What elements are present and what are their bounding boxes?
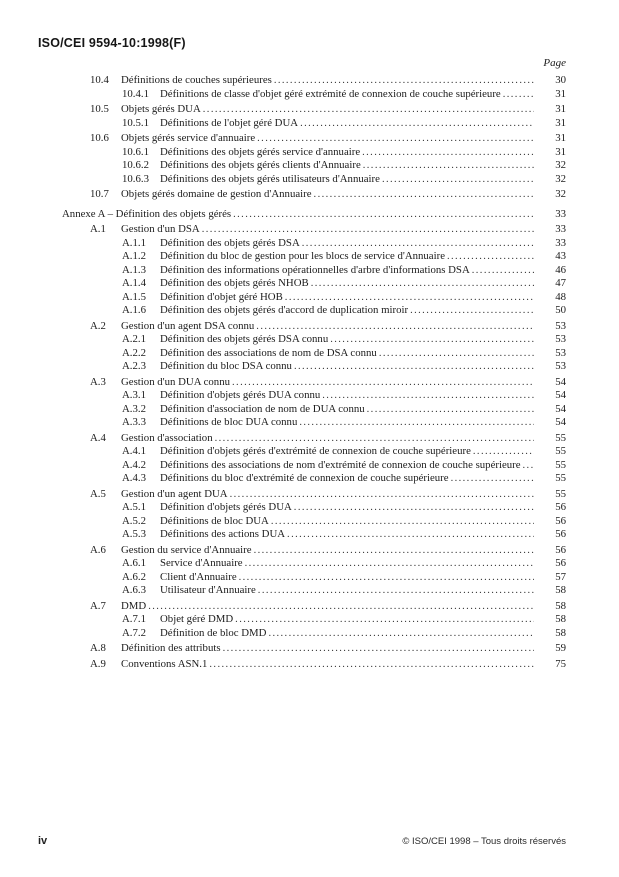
toc-entry-title: Définition des objets gérés DSA connu [160,333,329,345]
toc-dot-leader [258,584,534,598]
folio-page-number: iv [38,835,48,847]
toc-entry-page: 54 [555,389,566,401]
toc-entry-page: 53 [555,333,566,345]
toc-entry-number: A.3 [90,375,106,388]
toc-entry-page: 33 [555,207,566,220]
toc-dot-leader [148,600,534,614]
table-of-contents [38,74,566,671]
toc-entry[interactable] [38,557,566,571]
toc-dot-leader [274,74,534,88]
toc-entry-title: Service d'Annuaire [160,557,243,569]
toc-entry[interactable] [38,103,566,117]
toc-dot-leader [362,146,534,160]
toc-dot-leader [300,117,534,131]
toc-entry-page: 31 [555,145,566,158]
toc-entry-number: A.5 [90,487,106,500]
toc-entry-number: A.6.2 [122,570,146,583]
toc-entry-title: Gestion d'un agent DSA connu [121,319,255,332]
toc-entry-page: 59 [555,642,566,654]
toc-entry[interactable] [38,74,566,88]
toc-entry-page: 55 [555,487,566,500]
toc-entry-number: 10.5.1 [122,116,149,129]
toc-entry-title: Objets gérés DUA [121,103,201,115]
toc-entry-title: Objets gérés domaine de gestion d'Annuaire [121,188,312,200]
toc-dot-leader [268,627,534,641]
toc-dot-leader [294,360,534,374]
copyright-notice: © ISO/CEI 1998 – Tous droits réservés [402,836,566,847]
toc-dot-leader [209,658,534,672]
toc-entry[interactable] [38,658,566,672]
toc-entry[interactable] [38,416,566,430]
toc-entry-page: 47 [555,277,566,289]
toc-entry[interactable] [38,146,566,160]
toc-entry[interactable] [38,515,566,529]
toc-entry-number: 10.6 [90,132,109,144]
toc-entry-title: Définition des attributs [121,642,221,654]
toc-entry-page: 33 [555,223,566,235]
toc-entry[interactable] [38,277,566,291]
toc-entry-number: 10.5 [90,103,109,115]
toc-entry-title: Définitions de l'objet géré DUA [160,116,299,129]
toc-entry-title: Gestion d'un DSA [121,223,200,235]
toc-entry[interactable] [38,571,566,585]
toc-entry[interactable] [38,472,566,486]
toc-entry[interactable] [38,501,566,515]
toc-entry-number: A.9 [90,657,106,670]
toc-entry-title: Définitions de bloc DUA connu [160,416,298,428]
toc-entry-title: Gestion d'un DUA connu [121,375,231,388]
toc-entry-number: A.4.2 [122,458,146,471]
toc-entry-page: 57 [555,570,566,583]
toc-entry-page: 43 [555,250,566,262]
toc-entry[interactable] [38,264,566,278]
toc-entry[interactable] [38,347,566,361]
toc-entry[interactable] [38,188,566,202]
toc-entry-number: A.3.2 [122,402,146,415]
toc-entry-title: Définition d'objets gérés d'extrémité de connexion de couche supérieure [160,445,471,457]
toc-entry-number: A.1.5 [122,290,146,303]
toc-dot-leader [472,264,534,278]
toc-entry[interactable] [38,445,566,459]
toc-dot-leader [235,613,534,627]
toc-entry-number: A.5.3 [122,528,146,540]
toc-dot-leader [330,333,534,347]
document-reference-header: ISO/CEI 9594-10:1998(F) [38,36,186,50]
toc-entry-number: A.7 [90,599,106,612]
toc-entry-title: Définition d'objets gérés DUA connu [160,389,321,401]
toc-entry[interactable] [38,600,566,614]
toc-entry-number: A.2 [90,319,106,332]
toc-entry-title: Définitions des actions DUA [160,528,286,540]
toc-entry-number: A.3.1 [122,389,146,401]
toc-entry-number: A.4 [90,431,106,444]
toc-entry-page: 58 [555,613,566,625]
toc-dot-leader [287,528,534,542]
document-footer [38,835,566,847]
toc-entry-page: 55 [555,445,566,457]
toc-entry-title: Définition des associations de nom de DSA connu [160,346,377,359]
toc-dot-leader [233,208,534,222]
toc-entry-number: 10.6.3 [122,172,149,185]
toc-entry-page: 58 [555,626,566,639]
toc-dot-leader [299,416,534,430]
toc-dot-leader [294,501,534,515]
toc-dot-leader [245,557,534,571]
toc-entry-title: Définition du bloc DSA connu [160,360,292,372]
toc-entry-page: 54 [555,402,566,415]
toc-entry-title: Définitions des associations de nom d'extrémité de connexion de couche supérieure [160,458,521,471]
toc-entry-title: Définition d'association de nom de DUA connu [160,402,365,415]
toc-entry-page: 31 [555,132,566,144]
toc-entry-number: A.5.2 [122,514,146,527]
toc-entry-number: A.6 [90,543,106,556]
toc-dot-leader [215,432,534,446]
toc-entry-number: A.2.2 [122,346,146,359]
toc-entry[interactable] [38,360,566,374]
toc-entry-title: Utilisateur d'Annuaire [160,584,256,596]
toc-entry-page: 56 [555,501,566,513]
toc-entry[interactable] [38,208,566,222]
toc-entry-title: Gestion du service d'Annuaire [121,543,252,556]
toc-entry-number: A.1.2 [122,250,146,262]
toc-entry-number: A.1.4 [122,277,146,289]
toc-entry-number: A.6.1 [122,557,146,569]
toc-entry-page: 75 [555,657,566,670]
toc-entry-page: 54 [555,416,566,428]
toc-entry-page: 55 [555,431,566,444]
toc-entry[interactable] [38,389,566,403]
toc-entry-page: 55 [555,472,566,484]
toc-dot-leader [379,347,534,361]
toc-entry[interactable] [38,488,566,502]
toc-dot-leader [363,159,534,173]
toc-entry[interactable] [38,237,566,251]
toc-entry-title: Définitions du bloc d'extrémité de connexion de couche supérieure [160,472,449,484]
toc-dot-leader [382,173,534,187]
toc-entry-title: Définition d'objet géré HOB [160,290,283,303]
toc-entry-title: Définitions des objets gérés service d'annuaire [160,145,361,158]
toc-dot-leader [473,445,534,459]
toc-entry-page: 55 [555,458,566,471]
toc-entry-title: Définition des objets gérés DSA [160,236,300,249]
toc-entry-number: A.1.3 [122,263,146,276]
toc-entry-number: A.4.1 [122,445,146,457]
toc-entry[interactable] [38,459,566,473]
toc-entry-title: Définitions des objets gérés clients d'Annuaire [160,159,361,171]
toc-dot-leader [311,277,534,291]
toc-entry-title: Conventions ASN.1 [121,657,208,670]
toc-entry-page: 56 [555,514,566,527]
toc-entry-number: A.6.3 [122,584,146,596]
toc-entry-number: A.4.3 [122,472,146,484]
toc-entry[interactable] [38,291,566,305]
toc-entry-title: Client d'Annuaire [160,570,237,583]
toc-entry[interactable] [38,250,566,264]
toc-entry-page: 56 [555,528,566,540]
toc-entry-number: 10.7 [90,188,109,200]
toc-entry[interactable] [38,333,566,347]
toc-entry-number: A.7.2 [122,626,146,639]
toc-dot-leader [256,320,534,334]
toc-entry-page: 33 [555,236,566,249]
toc-entry-number: A.3.3 [122,416,146,428]
toc-entry[interactable] [38,117,566,131]
toc-entry-page: 32 [555,172,566,185]
toc-entry-title: Définition de bloc DMD [160,626,267,639]
toc-entry[interactable] [38,132,566,146]
toc-entry-title: Définitions de couches supérieures [121,74,272,86]
toc-entry-title: Gestion d'association [121,431,213,444]
toc-entry-number: A.8 [90,642,106,654]
toc-entry[interactable] [38,584,566,598]
toc-entry-title: Définition des objets gérés NHOB [160,277,309,289]
toc-entry[interactable] [38,528,566,542]
toc-entry-page: 50 [555,304,566,316]
toc-entry[interactable] [38,304,566,318]
toc-entry[interactable] [38,544,566,558]
toc-entry-title: Annexe A – Définition des objets gérés [62,207,232,220]
toc-entry-title: Définition du bloc de gestion pour les blocs de service d'Annuaire [160,250,445,262]
toc-entry-number: 10.6.2 [122,159,149,171]
toc-entry-page: 32 [555,159,566,171]
toc-dot-leader [202,223,534,237]
toc-entry-page: 56 [555,557,566,569]
toc-entry-title: Définitions des objets gérés utilisateurs d'Annuaire [160,172,380,185]
toc-dot-leader [523,459,534,473]
toc-entry-page: 56 [555,543,566,556]
toc-entry[interactable] [38,627,566,641]
toc-entry[interactable] [38,432,566,446]
toc-entry[interactable] [38,223,566,237]
toc-entry-number: A.7.1 [122,613,146,625]
toc-entry-page: 30 [555,74,566,86]
toc-dot-leader [322,389,534,403]
toc-entry[interactable] [38,320,566,334]
toc-dot-leader [239,571,534,585]
toc-dot-leader [257,132,534,146]
toc-dot-leader [302,237,534,251]
toc-entry-page: 32 [555,188,566,200]
toc-entry-title: Définition des objets gérés d'accord de duplication miroir [160,304,409,316]
toc-entry-page: 31 [555,87,566,100]
toc-entry-number: A.1 [90,223,106,235]
toc-dot-leader [447,250,534,264]
toc-dot-leader [285,291,534,305]
toc-entry-title: Gestion d'un agent DUA [121,487,228,500]
toc-dot-leader [451,472,534,486]
page-column-label: Page [543,57,566,69]
toc-entry-page: 31 [555,116,566,129]
toc-dot-leader [203,103,534,117]
toc-entry-title: Définition d'objets gérés DUA [160,501,292,513]
toc-entry-number: A.1.1 [122,236,146,249]
toc-entry-page: 58 [555,584,566,596]
toc-entry-title: Objet géré DMD [160,613,234,625]
toc-dot-leader [410,304,534,318]
toc-entry[interactable] [38,88,566,102]
toc-dot-leader [271,515,534,529]
toc-dot-leader [314,188,534,202]
toc-entry-number: 10.4 [90,74,109,86]
toc-entry[interactable] [38,159,566,173]
toc-entry[interactable] [38,613,566,627]
toc-entry-page: 53 [555,346,566,359]
toc-entry-title: Objets gérés service d'annuaire [121,132,256,144]
toc-entry-page: 46 [555,263,566,276]
toc-entry-number: A.2.1 [122,333,146,345]
toc-entry[interactable] [38,403,566,417]
toc-entry-number: A.5.1 [122,501,146,513]
toc-entry-number: 10.4.1 [122,87,149,100]
toc-entry-title: Définitions de classe d'objet géré extrémité de connexion de couche supérieure [160,87,501,100]
toc-entry-number: 10.6.1 [122,145,149,158]
toc-entry[interactable] [38,642,566,656]
toc-entry-page: 53 [555,319,566,332]
toc-dot-leader [503,88,534,102]
toc-dot-leader [230,488,534,502]
toc-entry-page: 48 [555,290,566,303]
toc-entry-number: A.2.3 [122,360,146,372]
toc-dot-leader [223,642,534,656]
toc-entry-title: DMD [121,599,147,612]
toc-entry-title: Définitions de bloc DUA [160,514,269,527]
toc-entry-number: A.1.6 [122,304,146,316]
toc-entry[interactable] [38,376,566,390]
toc-entry[interactable] [38,173,566,187]
toc-dot-leader [232,376,534,390]
toc-entry-page: 54 [555,375,566,388]
toc-entry-page: 58 [555,599,566,612]
toc-dot-leader [367,403,534,417]
toc-entry-page: 53 [555,360,566,372]
toc-entry-page: 31 [555,103,566,115]
toc-entry-title: Définition des informations opérationnelles d'arbre d'informations DSA [160,263,470,276]
toc-dot-leader [254,544,534,558]
